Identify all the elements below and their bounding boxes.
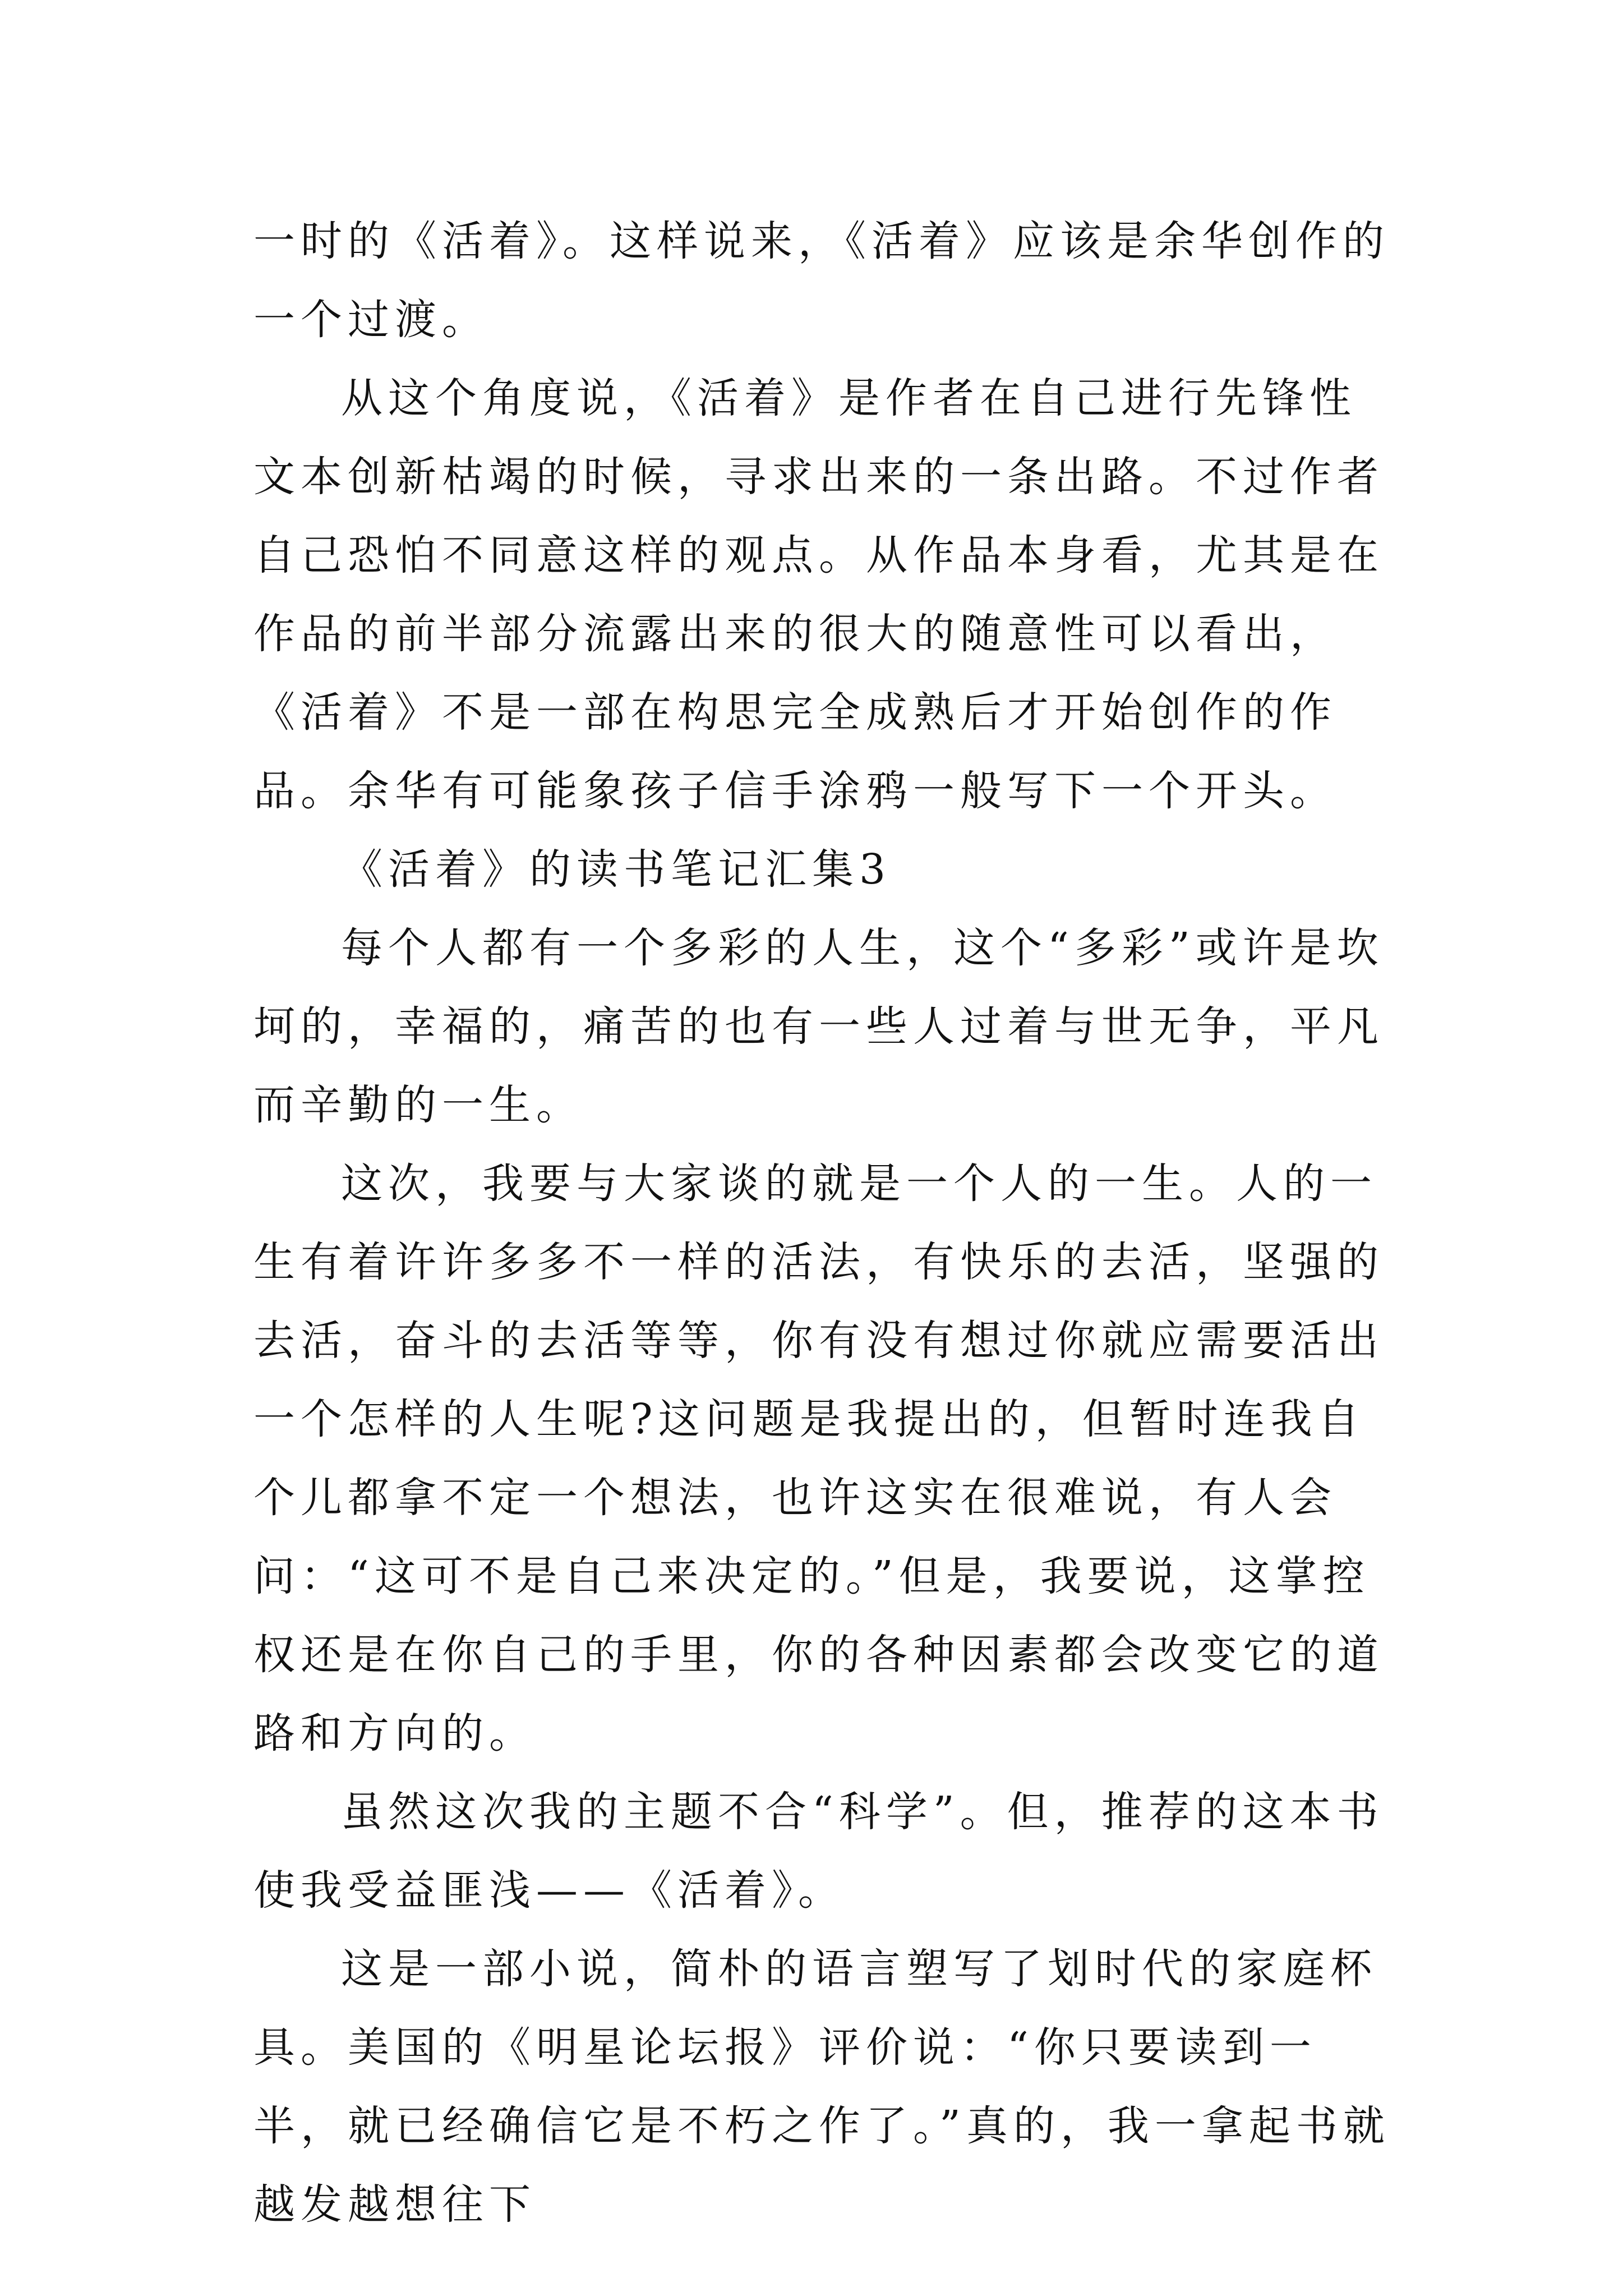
document-body [253,202,1403,2244]
paragraph-continuation: 一时的《活着》。这样说来，《活着》应该是余华创作的一个过渡。 [253,217,1390,344]
paragraph: 虽然这次我的主题不合“科学”。但，推荐的这本书使我受益匪浅——《活着》。 [253,1788,1384,1915]
section-heading: 《活着》的读书笔记汇集3 [341,845,892,894]
paragraph: 这是一部小说，简朴的语言塑写了划时代的家庭杯具。美国的《明星论坛报》评价说：“你只要读到一半，就已经确信它是不朽之作了。”真的，我一拿起书就越发越想往下 [253,1945,1390,2229]
paragraph: 每个人都有一个多彩的人生，这个“多彩”或许是坎坷的，幸福的，痛苦的也有一些人过着与世无争，平凡而辛勤的一生。 [253,924,1384,1129]
paragraph: 从这个角度说，《活着》是作者在自己进行先锋性文本创新枯竭的时候，寻求出来的一条出路。不过作者自己恐怕不同意这样的观点。从作品本身看，尤其是在作品的前半部分流露出来的很大的随意性可以看出，《活着》不是一部在构思完全成熟后才开始创作的作品。余华有可能象孩子信手涂鸦一般写下一个开头。 [253,374,1384,815]
paragraph: 这次，我要与大家谈的就是一个人的一生。人的一生有着许许多多不一样的活法，有快乐的去活，坚强的去活，奋斗的去活等等，你有没有想过你就应需要活出一个怎样的人生呢?这问题是我提出的，但暂时连我自个儿都拿不定一个想法，也许这实在很难说，有人会问：“这可不是自己来决定的。”但是，我要说，这掌控权还是在你自己的手里，你的各种因素都会改变它的道路和方向的。 [253,1159,1384,1757]
